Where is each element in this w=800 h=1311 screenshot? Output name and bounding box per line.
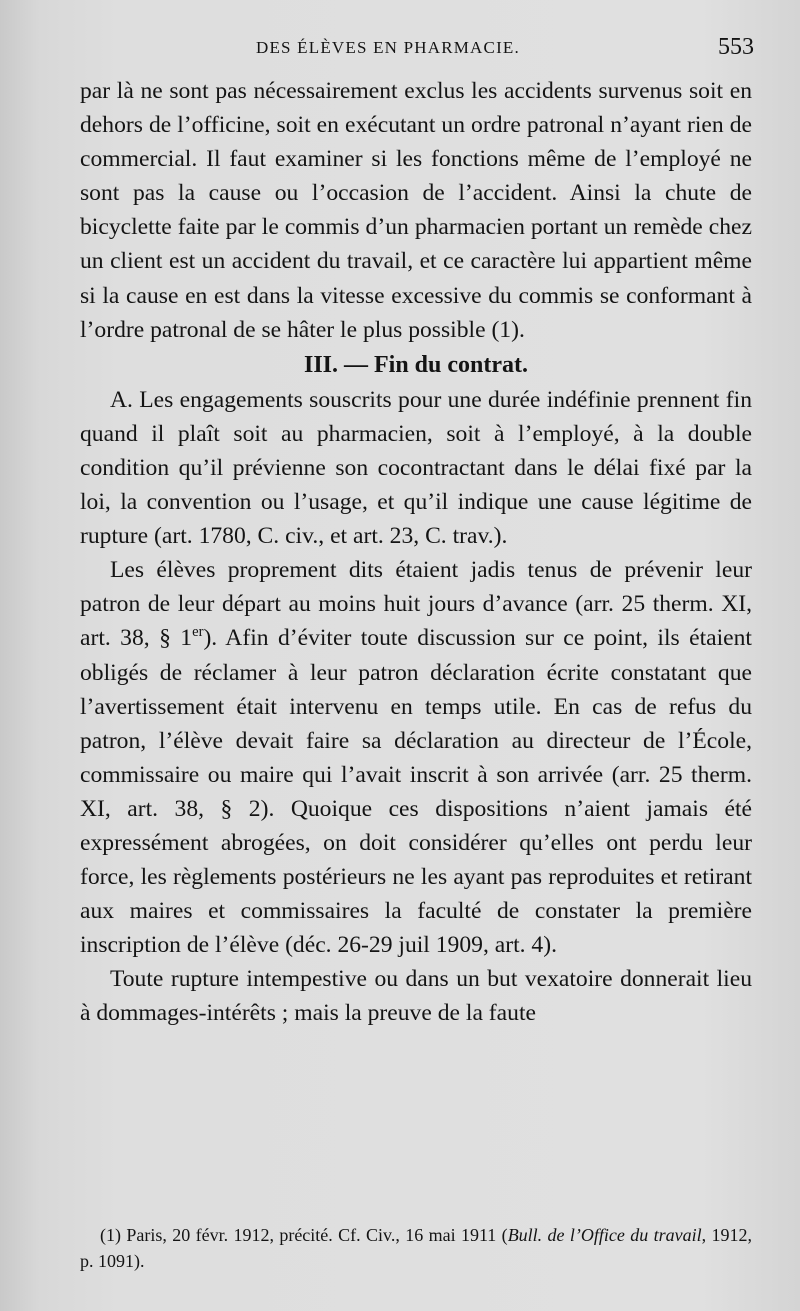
footnote-1 (80, 1222, 752, 1274)
footnote (80, 1222, 752, 1274)
paragraph-rupture: Toute rupture intempestive ou dans un but vexatoire donnerait lieu à dommages-intérêts ; mais la preuve de la faute (80, 966, 752, 1027)
paragraph-accident-du-travail: par là ne sont pas nécessairement exclus les accidents survenus soit en dehors de l’officine, soit en exécutant un ordre patronal n’ayant rien de commercial. Il faut examiner si les fonctions même de l’employé ne sont pas la cause ou l’occasion de l’accident. Ainsi la chute de bicyclette faite par le commis d’un pharmacien portant un remède chez un client est un accident du travail, et ce caractère lui appartient même si la cause en est dans la vitesse excessive du commis se conformant à l’ordre patronal de se hâter le plus possible (1). (80, 78, 752, 343)
superscript-er: er (192, 624, 204, 641)
running-title: DES ÉLÈVES EN PHARMACIE. (256, 38, 520, 57)
paragraph-eleves-part-2: ). Afin d’éviter toute discussion sur ce point, ils étaient obligés de réclamer à leur patron déclaration écrite constatant que l’avertissement était intervenu en temps utile. En cas de refus du patron, l’élève devait faire sa déclaration au directeur de l’École, commissaire ou maire qui l’avait inscrit à son arrivée (arr. 25 therm. XI, art. 38, § 2). Quoique ces dispositions n’aient jamais été expressément abrogées, on doit considérer qu’elles ont perdu leur force, les règlements postérieurs ne les ayant pas reproduites et retirant aux maires et commissaires la faculté de constater la première inscription de l’élève (déc. 26-29 juil 1909, art. 4). (80, 625, 752, 959)
paragraph-eleves-part-1: Les élèves proprement dits étaient jadis tenus de prévenir leur patron de leur départ au moins huit jours d’avance (arr. 25 therm. XI, art. 38, § 1 (80, 557, 752, 652)
page-number: 553 (718, 34, 754, 60)
footnote-text-2: , 1912, p. 1091). (80, 1225, 753, 1271)
main-text (80, 74, 752, 1031)
paragraph-engagements: A. Les engagements souscrits pour une durée indéfinie prennent fin quand il plaît soit au pharmacien, soit à l’employé, à la double condition qu’il prévienne son cocontractant dans le délai fixé par la loi, la convention ou l’usage, et qu’il indique une cause légitime de rupture (art. 1780, C. civ., et art. 23, C. trav.). (80, 386, 752, 550)
page-header (80, 34, 760, 68)
footnote-citation-title: Bull. de l’Office du travail (507, 1225, 702, 1245)
footnote-text-1: (1) Paris, 20 févr. 1912, précité. Cf. Civ., 16 mai 1911 ( (100, 1225, 508, 1245)
paragraph-eleves (80, 553, 752, 962)
section-heading: III. — Fin du contrat. (303, 351, 529, 378)
